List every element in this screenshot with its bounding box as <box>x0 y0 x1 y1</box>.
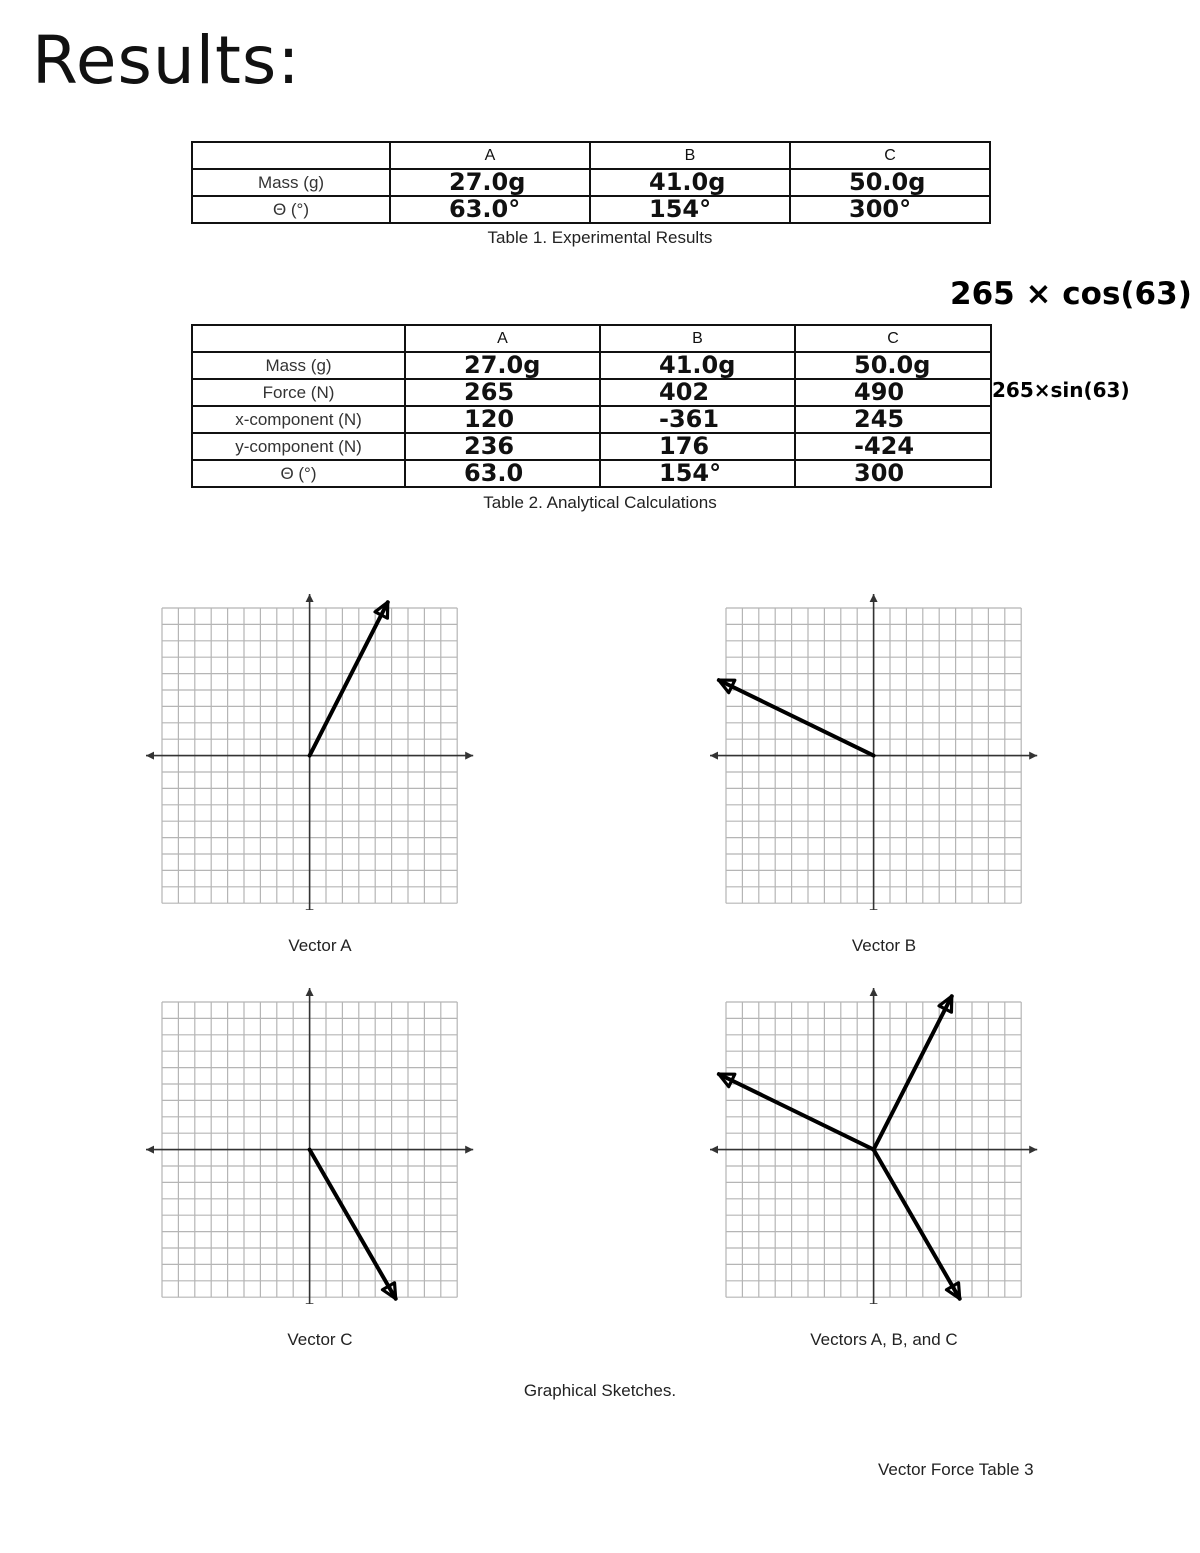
y-axis-arrow-down <box>306 909 314 910</box>
vector-arrow-line <box>874 996 952 1149</box>
vector-a-graph <box>140 590 480 910</box>
x-axis-arrow-right <box>1029 1146 1037 1154</box>
header-cell: B <box>600 325 795 352</box>
y-axis-arrow-up <box>870 988 878 996</box>
handwritten-value: 265 <box>405 379 600 406</box>
vector-c-graph <box>140 984 480 1304</box>
handwritten-value: 402 <box>600 379 795 406</box>
row-label: Θ (°) <box>192 460 405 487</box>
handwritten-note-cos: 265 × cos(63) <box>950 276 1192 312</box>
y-axis-arrow-up <box>306 594 314 602</box>
header-cell <box>192 325 405 352</box>
handwritten-value: -361 <box>600 406 795 433</box>
table-row <box>192 379 991 406</box>
table-header-row <box>192 142 990 169</box>
table-row <box>192 460 991 487</box>
x-axis-arrow-right <box>1029 752 1037 760</box>
y-axis-arrow-down <box>306 1303 314 1304</box>
x-axis-arrow-right <box>465 1146 473 1154</box>
handwritten-value: 63.0° <box>390 196 590 223</box>
row-label: Θ (°) <box>192 196 390 223</box>
table-row <box>192 196 990 223</box>
row-label: Mass (g) <box>192 169 390 196</box>
table-row <box>192 352 991 379</box>
handwritten-value: 63.0 <box>405 460 600 487</box>
handwritten-value: 490 <box>795 379 991 406</box>
row-label: Mass (g) <box>192 352 405 379</box>
y-axis-arrow-up <box>870 594 878 602</box>
handwritten-value: 154° <box>600 460 795 487</box>
handwritten-value: 27.0g <box>390 169 590 196</box>
row-label: x-component (N) <box>192 406 405 433</box>
vector-b-graph <box>704 590 1044 910</box>
handwritten-value: 300° <box>790 196 990 223</box>
handwritten-note-sin: 265×sin(63) <box>992 378 1130 402</box>
graph-label-vector-a: Vector A <box>288 936 352 955</box>
header-cell <box>192 142 390 169</box>
header-cell: C <box>795 325 991 352</box>
handwritten-value: 50.0g <box>790 169 990 196</box>
graph-label-vectors-abc: Vectors A, B, and C <box>810 1330 958 1349</box>
table-row <box>192 406 991 433</box>
x-axis-arrow-right <box>465 752 473 760</box>
vector-arrow-line <box>310 602 388 755</box>
y-axis-arrow-down <box>870 1303 878 1304</box>
handwritten-value: 245 <box>795 406 991 433</box>
y-axis-arrow-up <box>306 988 314 996</box>
page-heading: Results: <box>32 22 301 99</box>
analytical-calculations-table <box>191 324 992 488</box>
y-axis-arrow-down <box>870 909 878 910</box>
table-row <box>192 433 991 460</box>
graphs-caption: Graphical Sketches. <box>523 1381 677 1400</box>
handwritten-value: 41.0g <box>600 352 795 379</box>
row-label: Force (N) <box>192 379 405 406</box>
handwritten-value: 120 <box>405 406 600 433</box>
vector-arrow-line <box>310 1150 396 1299</box>
x-axis-arrow-left <box>146 752 154 760</box>
handwritten-value: 50.0g <box>795 352 991 379</box>
x-axis-arrow-left <box>710 752 718 760</box>
x-axis-arrow-left <box>146 1146 154 1154</box>
header-cell: B <box>590 142 790 169</box>
graph-label-vector-b: Vector B <box>851 936 917 955</box>
table-header-row <box>192 325 991 352</box>
table-row <box>192 169 990 196</box>
handwritten-value: 41.0g <box>590 169 790 196</box>
handwritten-value: 176 <box>600 433 795 460</box>
page-footer: Vector Force Table 3 <box>878 1460 1034 1479</box>
vector-arrow-line <box>874 1150 960 1299</box>
handwritten-value: 27.0g <box>405 352 600 379</box>
graph-label-vector-c: Vector C <box>287 1330 353 1349</box>
header-cell: A <box>390 142 590 169</box>
row-label: y-component (N) <box>192 433 405 460</box>
handwritten-value: -424 <box>795 433 991 460</box>
table2-caption: Table 2. Analytical Calculations <box>483 493 717 512</box>
vectors-abc-graph <box>704 984 1044 1304</box>
handwritten-value: 154° <box>590 196 790 223</box>
handwritten-value: 300 <box>795 460 991 487</box>
table1-caption: Table 1. Experimental Results <box>487 228 713 247</box>
experimental-results-table <box>191 141 991 224</box>
x-axis-arrow-left <box>710 1146 718 1154</box>
header-cell: C <box>790 142 990 169</box>
header-cell: A <box>405 325 600 352</box>
handwritten-value: 236 <box>405 433 600 460</box>
